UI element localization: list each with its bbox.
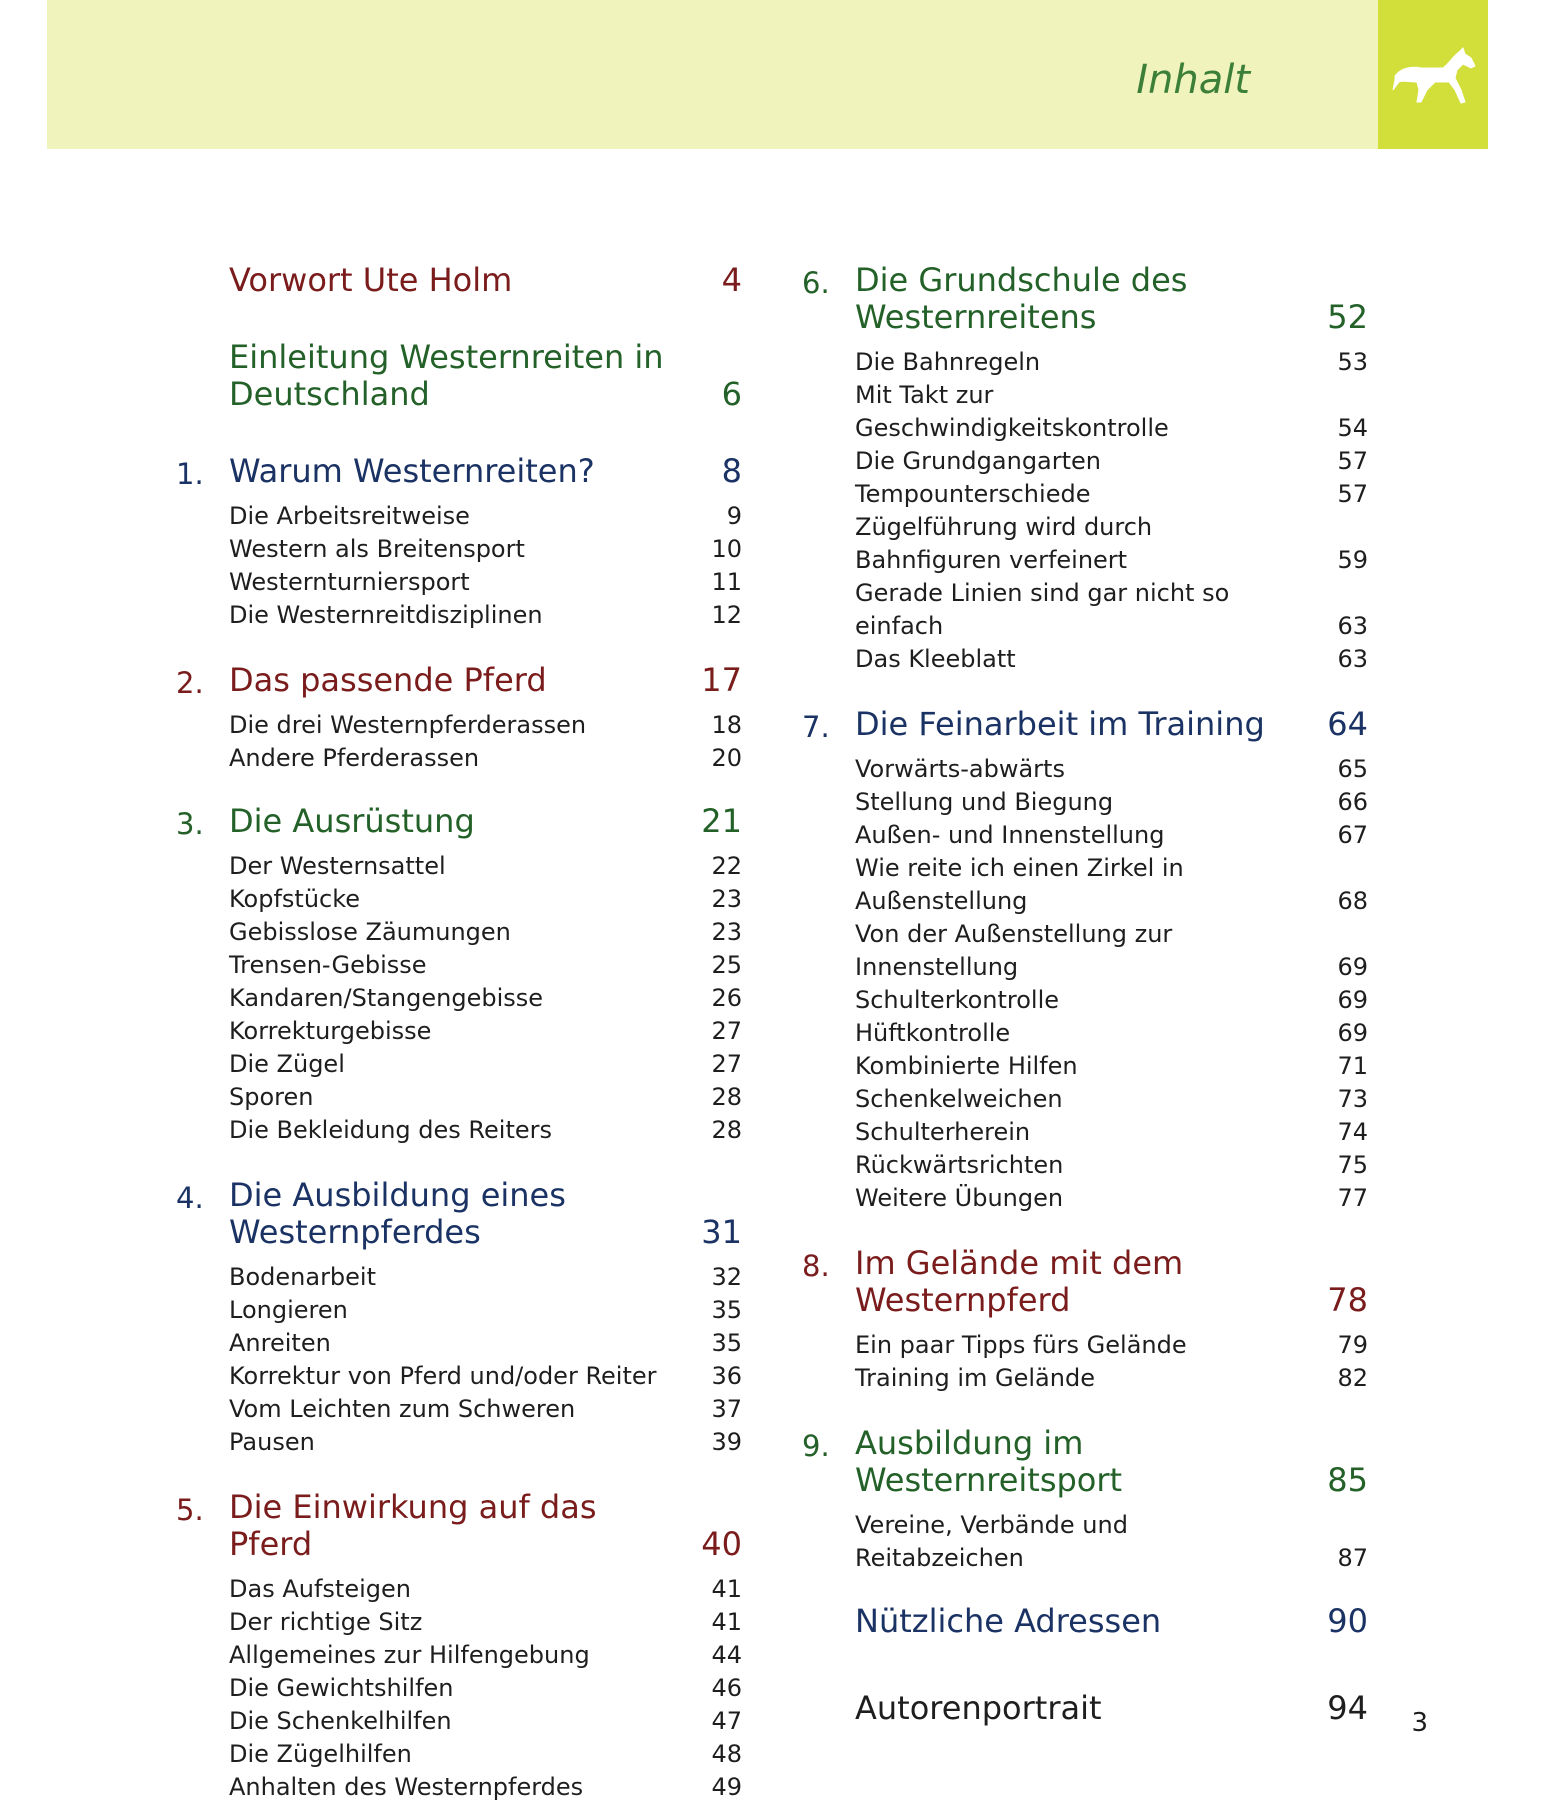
toc-left-column xyxy=(176,232,742,1804)
toc-entry-title: Die Zügelhilfen xyxy=(229,1740,412,1768)
toc-entry-title: Westernturniersport xyxy=(229,568,470,596)
chapter-title: Nützliche Adressen xyxy=(855,1602,1162,1640)
toc-section-heading[interactable] xyxy=(802,706,1368,743)
toc-section-heading[interactable] xyxy=(802,1690,1368,1727)
toc-entry-title: Korrektur von Pferd und/oder Reiter xyxy=(229,1362,657,1390)
toc-entry-page: 69 xyxy=(1337,986,1368,1014)
toc-section xyxy=(802,706,1368,1215)
toc-entry[interactable] xyxy=(855,852,1368,918)
toc-entry-page: 63 xyxy=(1337,645,1368,673)
toc-entry-page: 23 xyxy=(711,918,742,946)
chapter-title: Einleitung Westernreiten in Deutschland xyxy=(229,338,664,413)
toc-entry-title: Schulterherein xyxy=(855,1118,1031,1146)
toc-entry[interactable] xyxy=(855,819,1368,852)
toc-entry[interactable] xyxy=(229,1738,742,1771)
toc-entry-title: Gerade Linien sind gar nicht so einfach xyxy=(855,579,1230,640)
chapter-number: 2. xyxy=(176,666,204,700)
toc-section-heading[interactable] xyxy=(176,339,742,413)
chapter-number: 5. xyxy=(176,1493,204,1527)
chapter-title: Vorwort Ute Holm xyxy=(229,261,513,299)
toc-entry-title: Die Westernreitdisziplinen xyxy=(229,601,543,629)
toc-entry-list xyxy=(802,346,1368,676)
chapter-title: Die Grundschule des Westernreitens xyxy=(855,261,1188,336)
toc-entry-page: 75 xyxy=(1337,1151,1368,1179)
toc-entry[interactable] xyxy=(229,566,742,599)
chapter-title: Im Gelände mit dem Westernpferd xyxy=(855,1244,1184,1319)
toc-entry-page: 79 xyxy=(1337,1331,1368,1359)
toc-entry-title: Schenkelweichen xyxy=(855,1085,1063,1113)
toc-section xyxy=(176,262,742,299)
toc-entry-page: 46 xyxy=(711,1674,742,1702)
header-band xyxy=(47,0,1378,149)
toc-entry-page: 10 xyxy=(711,535,742,563)
toc-section xyxy=(176,1177,742,1459)
toc-entry[interactable] xyxy=(229,982,742,1015)
toc-entry-title: Western als Breitensport xyxy=(229,535,525,563)
chapter-page: 31 xyxy=(701,1213,742,1251)
chapter-number: 6. xyxy=(802,266,830,300)
toc-entry-title: Der Westernsattel xyxy=(229,852,446,880)
toc-entry-page: 82 xyxy=(1337,1364,1368,1392)
toc-entry-list xyxy=(176,709,742,775)
toc-entry[interactable] xyxy=(855,478,1368,511)
toc-entry-title: Der richtige Sitz xyxy=(229,1608,423,1636)
toc-section xyxy=(176,1489,742,1804)
toc-entry-page: 36 xyxy=(711,1362,742,1390)
toc-entry[interactable] xyxy=(229,1672,742,1705)
toc-entry-page: 69 xyxy=(1337,953,1368,981)
header-icon-box xyxy=(1378,0,1488,149)
toc-entry-page: 57 xyxy=(1337,480,1368,508)
toc-entry-page: 22 xyxy=(711,852,742,880)
toc-entry[interactable] xyxy=(855,1329,1368,1362)
toc-entry-list xyxy=(176,850,742,1147)
toc-entry[interactable] xyxy=(855,753,1368,786)
chapter-page: 6 xyxy=(721,375,742,413)
chapter-title: Ausbildung im Westernreitsport xyxy=(855,1424,1123,1499)
toc-entry[interactable] xyxy=(229,1327,742,1360)
toc-entry-title: Allgemeines zur Hilfengebung xyxy=(229,1641,590,1669)
toc-entry[interactable] xyxy=(229,709,742,742)
toc-section-heading[interactable] xyxy=(176,262,742,299)
toc-section xyxy=(176,339,742,413)
toc-section-heading[interactable] xyxy=(176,1489,742,1563)
toc-entry[interactable] xyxy=(229,599,742,632)
toc-entry-page: 47 xyxy=(711,1707,742,1735)
toc-entry-title: Zügelführung wird durch Bahnfiguren verfeinert xyxy=(855,513,1153,574)
toc-section-heading[interactable] xyxy=(176,1177,742,1251)
toc-entry[interactable] xyxy=(855,918,1368,984)
toc-entry-title: Bodenarbeit xyxy=(229,1263,377,1291)
toc-entry-page: 32 xyxy=(711,1263,742,1291)
toc-entry-title: Trensen-Gebisse xyxy=(229,951,427,979)
toc-entry-title: Hüftkontrolle xyxy=(855,1019,1011,1047)
toc-entry-title: Weitere Übungen xyxy=(855,1184,1064,1212)
toc-section xyxy=(802,1603,1368,1640)
toc-entry-title: Tempounterschiede xyxy=(855,480,1091,508)
toc-entry[interactable] xyxy=(855,445,1368,478)
toc-entry-title: Rückwärtsrichten xyxy=(855,1151,1064,1179)
toc-entry-title: Pausen xyxy=(229,1428,315,1456)
toc-section xyxy=(176,803,742,1147)
toc-section-heading[interactable] xyxy=(176,453,742,490)
toc-entry-title: Die Bahnregeln xyxy=(855,348,1041,376)
chapter-page: 8 xyxy=(721,452,742,490)
toc-entry-title: Korrekturgebisse xyxy=(229,1017,432,1045)
toc-entry-title: Kandaren/Stangengebisse xyxy=(229,984,544,1012)
toc-entry-page: 66 xyxy=(1337,788,1368,816)
toc-entry[interactable] xyxy=(229,1771,742,1804)
toc-entry[interactable] xyxy=(229,1081,742,1114)
toc-entry-title: Training im Gelände xyxy=(855,1364,1095,1392)
toc-entry-page: 69 xyxy=(1337,1019,1368,1047)
toc-entry[interactable] xyxy=(229,949,742,982)
toc-section-heading[interactable] xyxy=(176,662,742,699)
toc-entry[interactable] xyxy=(855,346,1368,379)
toc-entry-list xyxy=(802,753,1368,1215)
toc-entry-title: Vereine, Verbände und Reitabzeichen xyxy=(855,1511,1128,1572)
chapter-page: 64 xyxy=(1327,705,1368,743)
toc-entry-title: Sporen xyxy=(229,1083,314,1111)
chapter-page: 21 xyxy=(701,802,742,840)
chapter-title: Das passende Pferd xyxy=(229,661,547,699)
toc-entry-page: 41 xyxy=(711,1608,742,1636)
toc-entry[interactable] xyxy=(855,1083,1368,1116)
toc-section xyxy=(176,453,742,632)
toc-section-heading[interactable] xyxy=(802,1425,1368,1499)
toc-entry-title: Die Arbeitsreitweise xyxy=(229,502,470,530)
toc-section xyxy=(802,1425,1368,1575)
toc-entry[interactable] xyxy=(855,643,1368,676)
toc-entry[interactable] xyxy=(229,1015,742,1048)
toc-entry[interactable] xyxy=(229,500,742,533)
toc-entry-title: Vom Leichten zum Schweren xyxy=(229,1395,576,1423)
toc-entry[interactable] xyxy=(855,1182,1368,1215)
page-number: 3 xyxy=(1411,1708,1428,1738)
toc-entry-page: 25 xyxy=(711,951,742,979)
toc-entry[interactable] xyxy=(229,1114,742,1147)
toc-entry-title: Die Gewichtshilfen xyxy=(229,1674,454,1702)
toc-entry[interactable] xyxy=(229,1360,742,1393)
toc-entry-page: 68 xyxy=(1337,887,1368,915)
toc-entry[interactable] xyxy=(229,916,742,949)
toc-entry-title: Wie reite ich einen Zirkel in Außenstellung xyxy=(855,854,1184,915)
toc-entry-title: Stellung und Biegung xyxy=(855,788,1114,816)
chapter-title: Warum Westernreiten? xyxy=(229,452,595,490)
chapter-title: Die Ausbildung eines Westernpferdes xyxy=(229,1176,566,1251)
toc-entry-list xyxy=(176,500,742,632)
chapter-page: 94 xyxy=(1327,1689,1368,1727)
toc-entry-title: Das Aufsteigen xyxy=(229,1575,411,1603)
toc-entry-title: Von der Außenstellung zur Innenstellung xyxy=(855,920,1173,981)
toc-entry[interactable] xyxy=(229,1393,742,1426)
toc-entry[interactable] xyxy=(855,577,1368,643)
toc-entry[interactable] xyxy=(229,1261,742,1294)
toc-entry[interactable] xyxy=(229,1606,742,1639)
toc-entry[interactable] xyxy=(855,1149,1368,1182)
chapter-number: 1. xyxy=(176,457,204,491)
toc-entry-title: Gebisslose Zäumungen xyxy=(229,918,511,946)
toc-entry-page: 48 xyxy=(711,1740,742,1768)
toc-entry-page: 87 xyxy=(1337,1544,1368,1572)
toc-section xyxy=(176,662,742,775)
toc-entry-page: 77 xyxy=(1337,1184,1368,1212)
toc-entry[interactable] xyxy=(855,511,1368,577)
toc-entry-page: 35 xyxy=(711,1296,742,1324)
toc-entry-page: 18 xyxy=(711,711,742,739)
toc-entry-page: 57 xyxy=(1337,447,1368,475)
toc-entry[interactable] xyxy=(855,379,1368,445)
toc-entry-page: 65 xyxy=(1337,755,1368,783)
chapter-page: 78 xyxy=(1327,1281,1368,1319)
toc-entry-title: Vorwärts-abwärts xyxy=(855,755,1065,783)
toc-entry-page: 37 xyxy=(711,1395,742,1423)
toc-section-heading[interactable] xyxy=(802,1245,1368,1319)
toc-entry-page: 63 xyxy=(1337,612,1368,640)
toc-entry[interactable] xyxy=(229,1573,742,1606)
toc-entry[interactable] xyxy=(855,1362,1368,1395)
toc-entry[interactable] xyxy=(855,1116,1368,1149)
toc-entry-title: Ein paar Tipps fürs Gelände xyxy=(855,1331,1187,1359)
toc-entry-title: Andere Pferderassen xyxy=(229,744,480,772)
chapter-title: Die Ausrüstung xyxy=(229,802,475,840)
chapter-number: 9. xyxy=(802,1429,830,1463)
horse-icon xyxy=(1391,46,1477,106)
toc-section-heading[interactable] xyxy=(802,262,1368,336)
toc-entry[interactable] xyxy=(229,883,742,916)
toc-entry-page: 73 xyxy=(1337,1085,1368,1113)
toc-entry-page: 53 xyxy=(1337,348,1368,376)
toc-entry-list xyxy=(802,1509,1368,1575)
toc-entry-page: 23 xyxy=(711,885,742,913)
chapter-page: 90 xyxy=(1327,1602,1368,1640)
toc-entry-title: Die drei Westernpferderassen xyxy=(229,711,587,739)
toc-section xyxy=(802,262,1368,676)
toc-entry[interactable] xyxy=(229,1426,742,1459)
toc-entry-title: Die Zügel xyxy=(229,1050,345,1078)
toc-entry-list xyxy=(802,1329,1368,1395)
chapter-page: 40 xyxy=(701,1525,742,1563)
toc-section xyxy=(802,1245,1368,1395)
toc-entry-page: 41 xyxy=(711,1575,742,1603)
page-title: Inhalt xyxy=(1136,57,1250,103)
toc-entry-page: 11 xyxy=(711,568,742,596)
toc-entry-title: Anreiten xyxy=(229,1329,331,1357)
toc-entry-page: 59 xyxy=(1337,546,1368,574)
toc-entry-page: 28 xyxy=(711,1083,742,1111)
toc-entry-page: 71 xyxy=(1337,1052,1368,1080)
toc-right-column xyxy=(802,232,1368,1727)
toc-entry-title: Das Kleeblatt xyxy=(855,645,1016,673)
toc-section-heading[interactable] xyxy=(176,803,742,840)
toc-entry-page: 27 xyxy=(711,1017,742,1045)
toc-entry-list xyxy=(176,1261,742,1459)
toc-entry[interactable] xyxy=(229,1048,742,1081)
toc-entry-page: 20 xyxy=(711,744,742,772)
toc-entry[interactable] xyxy=(855,1017,1368,1050)
toc-entry-page: 44 xyxy=(711,1641,742,1669)
chapter-page: 17 xyxy=(701,661,742,699)
chapter-title: Autorenportrait xyxy=(855,1689,1102,1727)
chapter-number: 8. xyxy=(802,1249,830,1283)
toc-entry[interactable] xyxy=(229,1294,742,1327)
toc-entry-title: Die Bekleidung des Reiters xyxy=(229,1116,553,1144)
toc-entry-page: 28 xyxy=(711,1116,742,1144)
toc-entry[interactable] xyxy=(229,742,742,775)
chapter-title: Die Feinarbeit im Training xyxy=(855,705,1265,743)
toc-entry-title: Mit Takt zur Geschwindigkeitskontrolle xyxy=(855,381,1169,442)
toc-entry-page: 9 xyxy=(726,502,742,530)
toc-entry-page: 49 xyxy=(711,1773,742,1801)
toc-entry-title: Außen- und Innenstellung xyxy=(855,821,1165,849)
toc-entry-title: Kopfstücke xyxy=(229,885,361,913)
toc-entry[interactable] xyxy=(855,1050,1368,1083)
toc-entry-title: Schulterkontrolle xyxy=(855,986,1060,1014)
toc-entry-page: 54 xyxy=(1337,414,1368,442)
toc-entry-title: Die Schenkelhilfen xyxy=(229,1707,452,1735)
toc-entry[interactable] xyxy=(855,984,1368,1017)
chapter-page: 52 xyxy=(1327,298,1368,336)
toc-entry[interactable] xyxy=(229,1639,742,1672)
toc-entry[interactable] xyxy=(229,533,742,566)
chapter-title: Die Einwirkung auf das Pferd xyxy=(229,1488,597,1563)
toc-entry[interactable] xyxy=(229,850,742,883)
toc-entry[interactable] xyxy=(855,786,1368,819)
toc-entry-page: 35 xyxy=(711,1329,742,1357)
toc-entry-list xyxy=(176,1573,742,1804)
toc-entry-page: 27 xyxy=(711,1050,742,1078)
toc-entry-page: 67 xyxy=(1337,821,1368,849)
toc-entry-title: Longieren xyxy=(229,1296,348,1324)
chapter-number: 4. xyxy=(176,1181,204,1215)
toc-entry-page: 39 xyxy=(711,1428,742,1456)
toc-entry[interactable] xyxy=(855,1509,1368,1575)
chapter-page: 4 xyxy=(721,261,742,299)
toc-section-heading[interactable] xyxy=(802,1603,1368,1640)
chapter-number: 7. xyxy=(802,710,830,744)
chapter-page: 85 xyxy=(1327,1461,1368,1499)
toc-entry-page: 26 xyxy=(711,984,742,1012)
chapter-number: 3. xyxy=(176,807,204,841)
toc-entry-page: 12 xyxy=(711,601,742,629)
toc-entry-title: Anhalten des Westernpferdes xyxy=(229,1773,584,1801)
toc-entry-title: Kombinierte Hilfen xyxy=(855,1052,1078,1080)
toc-entry-title: Die Grundgangarten xyxy=(855,447,1102,475)
toc-entry[interactable] xyxy=(229,1705,742,1738)
toc-entry-page: 74 xyxy=(1337,1118,1368,1146)
toc-section xyxy=(802,1690,1368,1727)
